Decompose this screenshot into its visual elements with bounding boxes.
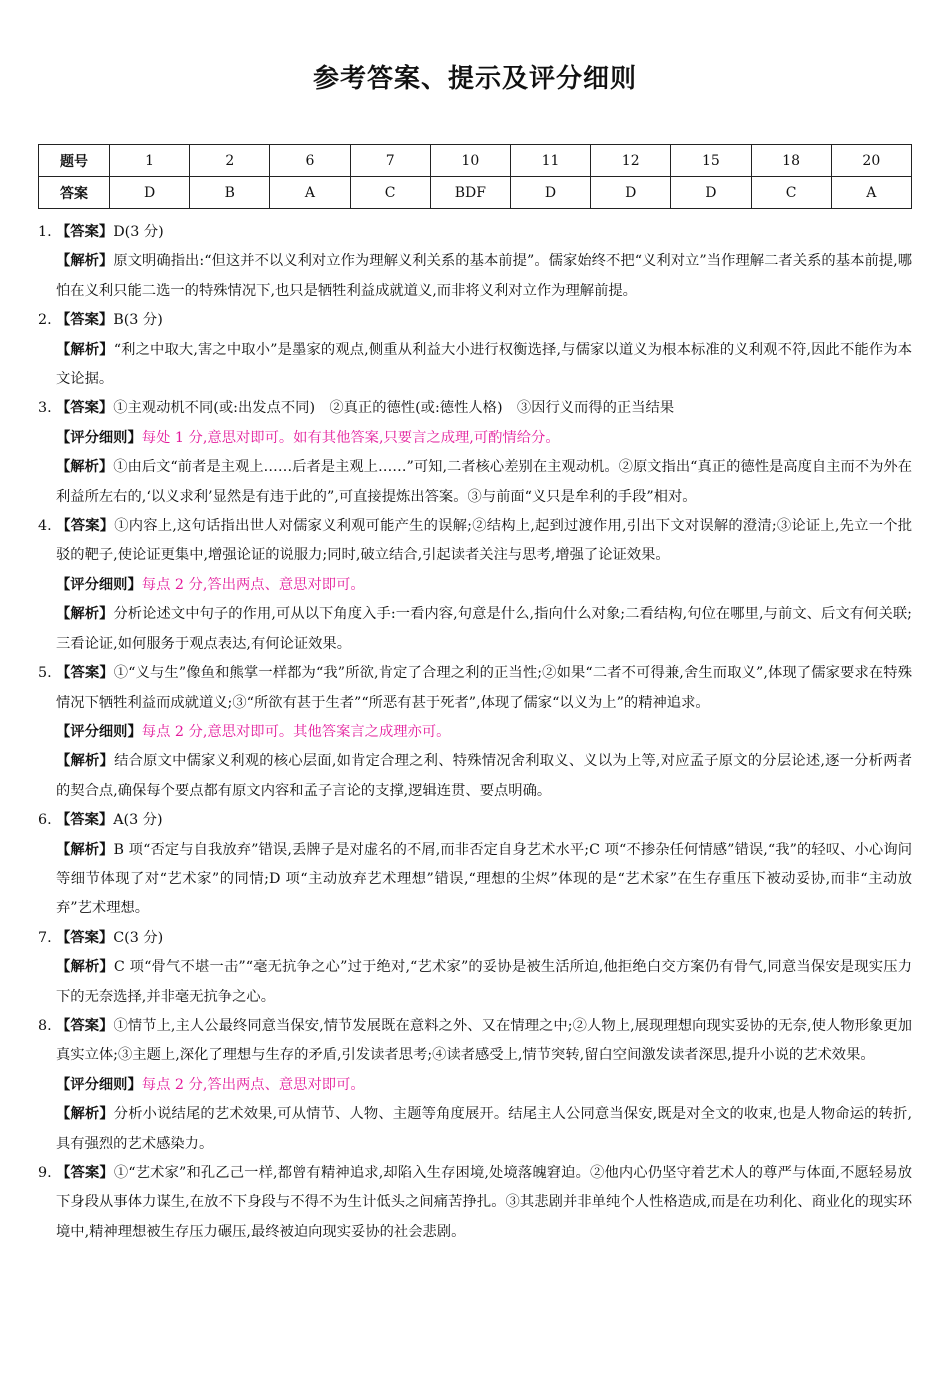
table-cell: 2 <box>190 145 270 177</box>
answer-text: ①情节上,主人公最终同意当保安,情节发展既在意料之外、又在情理之中;②人物上,展现理想向现实妥协的无奈,使人物形象更加真实立体;③主题上,深化了理想与生存的矛盾,引发读者思考;④读者感受上,情节突转,留白空间激发读者深思,提升小说的艺术效果。 <box>56 1017 913 1064</box>
analysis-line <box>38 1100 912 1159</box>
answer-label: 【答案】 <box>56 812 114 829</box>
answer-text: D(3 分) <box>113 224 164 240</box>
answer-text: ①主观动机不同(或:出发点不同) ②真正的德性(或:德性人格) ③因行义而得的正当结果 <box>113 400 675 417</box>
table-cell: 10 <box>430 145 510 177</box>
table-row-answers <box>39 177 912 209</box>
answer-table <box>38 144 912 209</box>
row-label-answer: 答案 <box>39 177 110 209</box>
answer-text: A(3 分) <box>113 812 163 829</box>
question-3 <box>38 394 912 512</box>
table-cell: D <box>671 177 751 209</box>
question-2 <box>38 306 912 394</box>
answer-label: 【答案】 <box>56 1165 114 1181</box>
answer-label: 【答案】 <box>56 1017 114 1034</box>
table-cell: B <box>190 177 270 209</box>
question-1 <box>38 218 912 306</box>
table-cell: 18 <box>751 145 831 177</box>
answer-line <box>38 512 912 571</box>
scoring-line <box>38 718 912 747</box>
answer-line <box>38 218 912 247</box>
analysis-label: 【解析】 <box>56 1106 114 1123</box>
analysis-line <box>38 747 912 806</box>
question-6 <box>38 806 912 924</box>
scoring-label: 【评分细则】 <box>56 429 142 446</box>
answer-line <box>38 659 912 718</box>
answer-label: 【答案】 <box>56 518 115 535</box>
answer-text: C(3 分) <box>113 929 164 946</box>
analysis-label: 【解析】 <box>56 959 114 976</box>
analysis-text: 原文明确指出:“但这并不以义利对立作为理解义利关系的基本前提”。儒家始终不把“义利对立”当作理解二者关系的基本前提,哪怕在义利只能二选一的特殊情况下,也只是牺牲利益成就道义,而非将义利对立作为理解前提。 <box>56 253 913 299</box>
table-cell: 6 <box>270 145 350 177</box>
scoring-line <box>38 424 912 453</box>
answer-label: 【答案】 <box>56 400 114 417</box>
scoring-text: 每点 2 分,答出两点、意思对即可。 <box>141 576 365 593</box>
question-8 <box>38 1012 912 1159</box>
table-cell: 11 <box>510 145 590 177</box>
analysis-text: B 项“否定与自我放弃”错误,丢牌子是对虚名的不屑,而非否定自身艺术水平;C 项“不掺杂任何情感”错误,“我”的轻叹、小心询问等细节体现了对“艺术家”的同情;D 项“主动放弃艺术理想”错误,“理想的尘烬”体现的是“艺术家”在生存重压下被动妥协,而非“主动放弃”艺术理想。 <box>56 841 912 917</box>
analysis-text: 分析论述文中句子的作用,可从以下角度入手:一看内容,句意是什么,指向什么对象;二看结构,句位在哪里,与前文、后文有何关联;三看论证,如何服务于观点表达,有何论证效果。 <box>56 606 913 652</box>
analysis-label: 【解析】 <box>56 753 115 770</box>
question-number: 3. <box>38 400 52 417</box>
analysis-text: C 项“骨气不堪一击”“毫无抗争之心”过于绝对,“艺术家”的妥协是被生活所迫,他拒绝白交方案仍有骨气,同意当保安是现实压力下的无奈选择,并非毫无抗争之心。 <box>56 959 913 1005</box>
question-number: 5. <box>38 665 52 682</box>
analysis-label: 【解析】 <box>56 459 114 476</box>
analysis-line <box>38 953 912 1012</box>
answer-label: 【答案】 <box>56 665 114 682</box>
table-cell: D <box>591 177 671 209</box>
answer-text: B(3 分) <box>113 312 163 329</box>
table-cell: 7 <box>350 145 430 177</box>
analysis-text: 结合原文中儒家义利观的核心层面,如肯定合理之利、特殊情况舍利取义、义以为上等,对应孟子原文的分层论述,逐一分析两者的契合点,确保每个要点都有原文内容和孟子言论的支撑,逻辑连贯、要点明确。 <box>56 753 913 799</box>
question-number: 2. <box>38 312 52 329</box>
answer-line <box>38 1012 912 1071</box>
table-cell: 15 <box>671 145 751 177</box>
analysis-line <box>38 836 912 924</box>
scoring-label: 【评分细则】 <box>56 1076 142 1093</box>
question-number: 4. <box>38 518 52 535</box>
scoring-line <box>38 1071 912 1100</box>
table-cell: 20 <box>831 145 911 177</box>
answer-text: ①“艺术家”和孔乙己一样,都曾有精神追求,却陷入生存困境,处境落魄窘迫。②他内心仍坚守着艺术人的尊严与体面,不愿轻易放下身段从事体力谋生,在放不下身段与不得不为生计低头之间痛苦挣扎。③其悲剧并非单纯个人性格造成,而是在功利化、商业化的现实环境中,精神理想被生存压力碾压,最终被迫向现实妥协的社会悲剧。 <box>56 1165 913 1240</box>
answer-label: 【答案】 <box>56 929 114 946</box>
table-cell: BDF <box>430 177 510 209</box>
analysis-label: 【解析】 <box>56 253 114 270</box>
answer-label: 【答案】 <box>56 312 114 329</box>
table-cell: A <box>831 177 911 209</box>
row-label-number: 题号 <box>39 145 110 177</box>
table-cell: A <box>270 177 350 209</box>
analysis-line <box>38 247 912 306</box>
table-cell: D <box>510 177 590 209</box>
scoring-label: 【评分细则】 <box>56 576 142 593</box>
table-cell: D <box>110 177 190 209</box>
answer-text: ①“义与生”像鱼和熊掌一样都为“我”所欲,肯定了合理之利的正当性;②如果“二者不可得兼,舍生而取义”,体现了儒家要求在特殊情况下牺牲利益而成就道义;③“所欲有甚于生者”“所恶有甚于死者”,体现了儒家“以义为上”的精神追求。 <box>56 665 912 711</box>
answer-label: 【答案】 <box>56 224 114 240</box>
analysis-text: ①由后文“前者是主观上……后者是主观上……”可知,二者核心差别在主观动机。②原文指出“真正的德性是高度自主而不为外在利益所左右的,‘以义求利’显然是有违于此的”,可直接提炼出答案。③与前面“义只是牟利的手段”相对。 <box>56 459 913 505</box>
analysis-label: 【解析】 <box>56 841 114 858</box>
table-cell: C <box>350 177 430 209</box>
scoring-line <box>38 571 912 600</box>
analysis-text: “利之中取大,害之中取小”是墨家的观点,侧重从利益大小进行权衡选择,与儒家以道义为根本标准的义利观不符,因此不能作为本文论据。 <box>56 341 913 388</box>
question-7 <box>38 924 912 1012</box>
table-cell: 12 <box>591 145 671 177</box>
table-cell: 1 <box>110 145 190 177</box>
answer-text: ①内容上,这句话指出世人对儒家义利观可能产生的误解;②结构上,起到过渡作用,引出下文对误解的澄清;③论证上,先立一个批驳的靶子,使论证更集中,增强论证的说服力;同时,破立结合,引起读者关注与思考,增强了论证效果。 <box>56 518 913 564</box>
answer-line <box>38 394 912 423</box>
answer-line <box>38 806 912 835</box>
question-5 <box>38 659 912 806</box>
question-9 <box>38 1159 912 1247</box>
analysis-line <box>38 600 912 659</box>
question-4 <box>38 512 912 659</box>
answer-content <box>38 218 912 1247</box>
question-number: 1. <box>38 224 52 240</box>
page-title: 参考答案、提示及评分细则 <box>312 64 637 94</box>
table-row-numbers <box>39 145 912 177</box>
scoring-label: 【评分细则】 <box>56 723 142 740</box>
scoring-text: 每点 2 分,意思对即可。其他答案言之成理亦可。 <box>141 723 451 740</box>
question-number: 7. <box>38 929 52 946</box>
answer-line <box>38 306 912 335</box>
question-number: 6. <box>38 812 52 829</box>
analysis-line <box>38 336 912 395</box>
question-number: 8. <box>38 1017 52 1034</box>
scoring-text: 每处 1 分,意思对即可。如有其他答案,只要言之成理,可酌情给分。 <box>141 429 560 446</box>
analysis-label: 【解析】 <box>56 606 114 623</box>
scoring-text: 每点 2 分,答出两点、意思对即可。 <box>141 1076 365 1093</box>
analysis-text: 分析小说结尾的艺术效果,可从情节、人物、主题等角度展开。结尾主人公同意当保安,既是对全文的收束,也是人物命运的转折,具有强烈的艺术感染力。 <box>56 1106 912 1152</box>
question-number: 9. <box>38 1165 52 1181</box>
analysis-label: 【解析】 <box>56 341 114 358</box>
answer-line <box>38 924 912 953</box>
analysis-line <box>38 453 912 512</box>
answer-line <box>38 1159 912 1247</box>
table-cell: C <box>751 177 831 209</box>
